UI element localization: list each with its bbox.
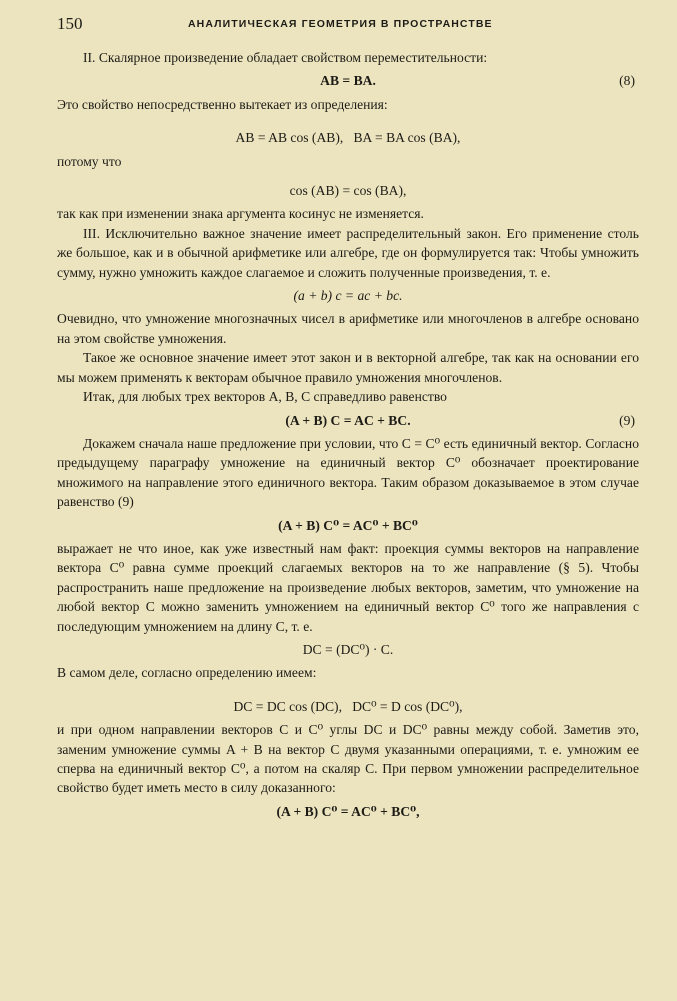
paragraph: Это свойство непосредственно вытекает из определения: (57, 96, 388, 112)
equation-number: (9) (619, 412, 635, 428)
formula-text: BA = BA cos (BA), (353, 130, 461, 146)
formula-final (57, 802, 639, 821)
page-body (57, 48, 639, 825)
paragraph: В самом деле, согласно определению имеем: (57, 665, 317, 681)
paragraph: Итак, для любых трех векторов A, B, C справедливо равенство (83, 389, 447, 405)
page-number: 150 (57, 14, 83, 33)
formula-text: (A + B) C⁰ = AC⁰ + BC⁰, (276, 803, 420, 819)
paragraph: выражает не что иное, как уже известный нам факт: проекция суммы векторов на направление вектора C⁰ равна сумме проекций слагаемых векторов на то же направление (§ 5). Чтобы распространить наше предложение на произведение любых векторов, заметим, что умножение на любой вектор C можно заменить умножением на единичный вектор C⁰ того же направления с последующим умножением на длину C, т. е. (57, 540, 639, 634)
paragraph: и при одном направлении векторов C и C⁰ углы DC и DC⁰ равны между собой. Заметив это, заменим умножение суммы A + B на вектор C двумя указанными операциями, т. е. умножим ее сперва на единичный вектор C⁰, а потом на скаляр C. При первом умножении распределительное свойство будет иметь место в силу доказанного: (57, 722, 639, 796)
formula-text: (A + B) C = AC + BC. (285, 412, 411, 428)
paragraph: II. Скалярное произведение обладает свойством переместительности: (83, 50, 488, 65)
formula-text: DC = (DC⁰) · C. (302, 641, 394, 657)
paragraph: Такое же основное значение имеет этот закон и в векторной алгебре, так как на основании его мы можем применять к векторам обычное правило умножения многочленов. (57, 350, 639, 385)
formula-unit (57, 516, 639, 535)
formula-text: AB = AB cos (AB), (235, 130, 344, 146)
formula-text: DC⁰ = D cos (DC⁰), (352, 698, 463, 714)
formula-ab (57, 286, 639, 305)
paragraph: потому что (57, 153, 122, 169)
formula-dc (57, 640, 639, 659)
formula-cos (57, 181, 639, 200)
formula-text: (a + b) c = ac + bc. (293, 288, 403, 304)
formula-dc-def (57, 697, 639, 716)
paragraph: III. Исключительно важное значение имеет распределительный закон. Его применение столь же большое, как и в обычной арифметике или алгебре, где он формулируется так: Чтобы умножить сумму, нужно умножить каждое слагаемое и сложить полученные произведения, т. е. (57, 225, 639, 280)
formula-text: DC = DC cos (DC), (233, 698, 342, 714)
running-title: АНАЛИТИЧЕСКАЯ ГЕОМЕТРИЯ В ПРОСТРАНСТВЕ (188, 18, 493, 30)
equation-number: (8) (619, 73, 635, 89)
formula-text: cos (AB) = cos (BA), (289, 183, 407, 199)
formula-8 (57, 71, 639, 90)
formula-9 (57, 411, 639, 430)
formula-ab-ba (57, 128, 639, 147)
formula-text: (A + B) C⁰ = AC⁰ + BC⁰ (278, 517, 418, 533)
running-header (57, 14, 637, 38)
paragraph: Докажем сначала наше предложение при условии, что C = C⁰ есть единичный вектор. Согласно предыдущему параграфу умножение на единичный вектор C⁰ обозначает проектирование множимого на направление этого единичного вектора. Таким образом доказываемое в этом случае равенство (9) (57, 435, 639, 510)
paragraph: Очевидно, что умножение многозначных чисел в арифметике или многочленов в алгебре основано на этом свойстве умножения. (57, 311, 639, 346)
paragraph: так как при изменении знака аргумента косинус не изменяется. (57, 206, 424, 222)
formula-text: AB = BA. (320, 73, 376, 89)
